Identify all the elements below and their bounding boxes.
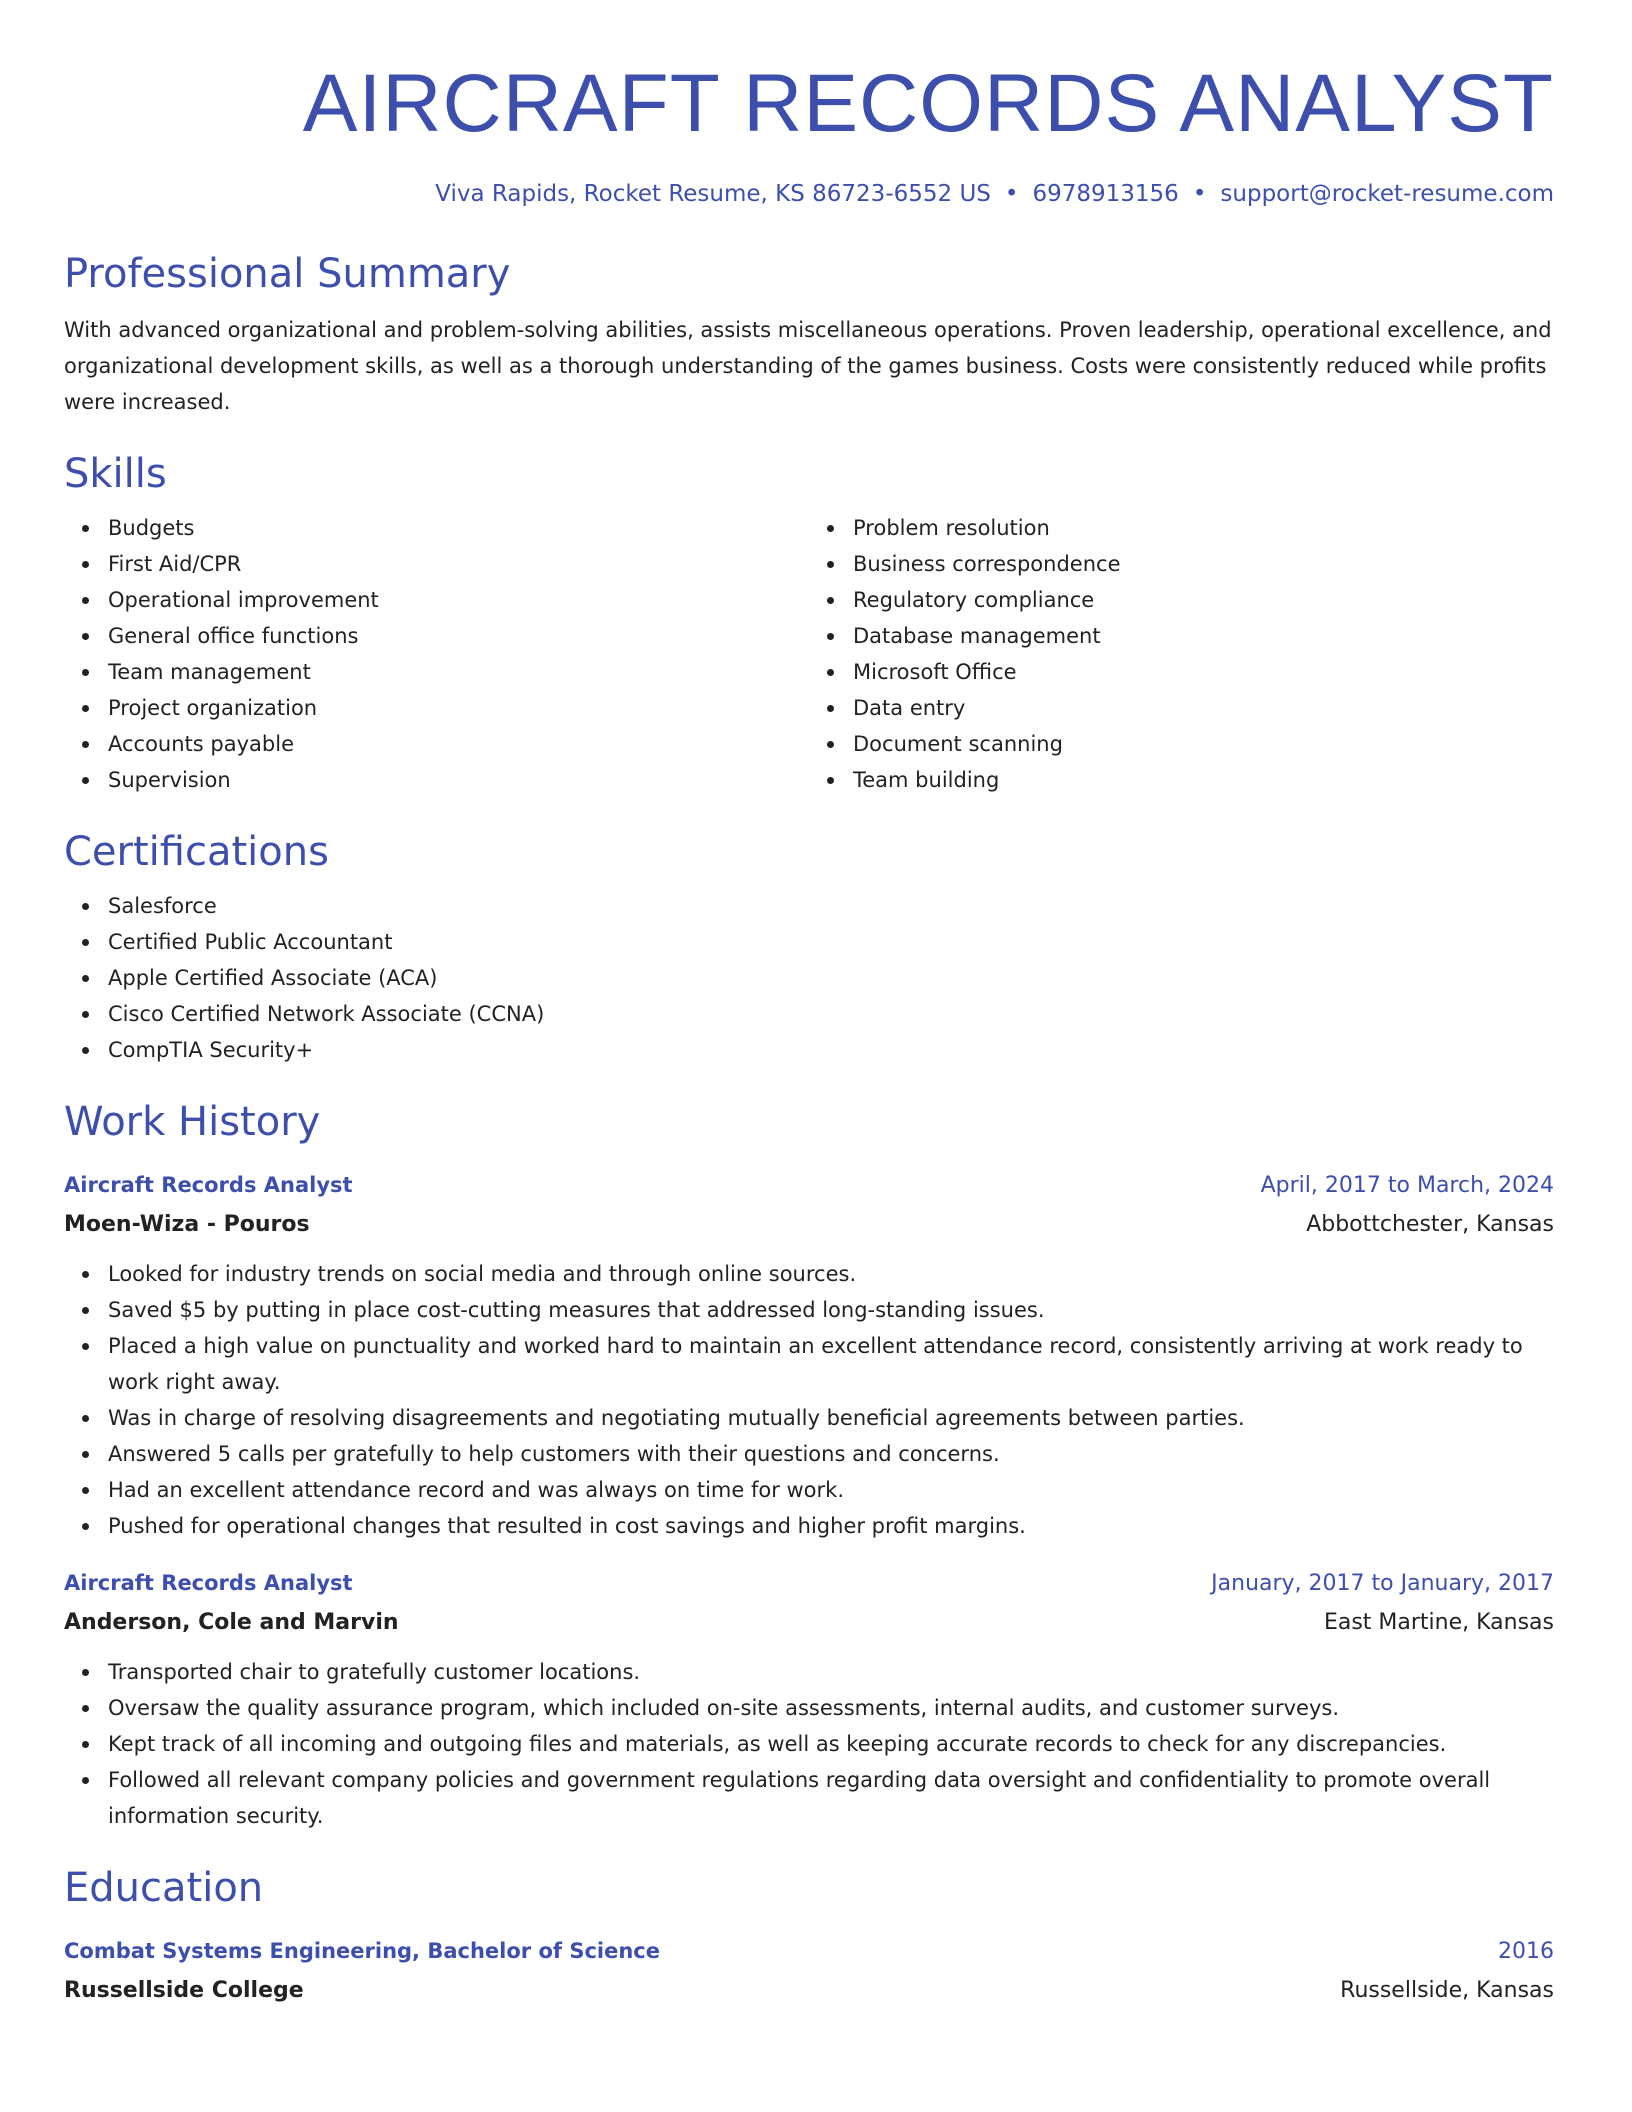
skill-item: Problem resolution (853, 510, 1554, 546)
contact-separator: • (1192, 181, 1207, 207)
job-title-row (64, 1166, 1554, 1205)
job-company: Moen-Wiza - Pouros (64, 1212, 310, 1237)
education-heading: Education (64, 1865, 264, 1911)
skill-item: First Aid/CPR (108, 546, 809, 582)
job-dates: April, 2017 to March, 2024 (1260, 1173, 1554, 1198)
job-bullet: Looked for industry trends on social media and through online sources. (108, 1256, 1554, 1292)
skill-item: Microsoft Office (853, 654, 1554, 690)
summary-text: With advanced organizational and problem-solving abilities, assists miscellaneous operations. Proven leadership, operational excellence, and organizational development skills, as well as a thorough understanding of the games business. Costs were consistently reduced while profits were increased. (64, 318, 1552, 414)
skill-item: Project organization (108, 690, 809, 726)
job-bullet: Saved $5 by putting in place cost-cutting measures that addressed long-standing issues. (108, 1292, 1554, 1328)
skill-item: General office functions (108, 618, 809, 654)
job-entry (64, 1564, 1554, 1834)
education-school: Russellside College (64, 1978, 304, 2003)
education-year: 2016 (1498, 1939, 1554, 1964)
skills-column-right (809, 510, 1554, 798)
job-title: Aircraft Records Analyst (64, 1173, 353, 1197)
job-bullet: Transported chair to gratefully customer locations. (108, 1654, 1554, 1690)
resume-name: AIRCRAFT RECORDS ANALYST (302, 58, 1554, 149)
skill-item: Operational improvement (108, 582, 809, 618)
skill-item: Data entry (853, 690, 1554, 726)
job-bullet: Pushed for operational changes that resulted in cost savings and higher profit margins. (108, 1508, 1554, 1544)
skill-item: Budgets (108, 510, 809, 546)
job-bullet: Placed a high value on punctuality and worked hard to maintain an excellent attendance record, consistently arriving at work ready to work right away. (108, 1328, 1554, 1400)
skill-item: Database management (853, 618, 1554, 654)
job-bullet: Had an excellent attendance record and was always on time for work. (108, 1472, 1554, 1508)
job-location: East Martine, Kansas (1323, 1610, 1554, 1635)
certifications-list (64, 888, 1554, 1068)
education-degree: Combat Systems Engineering, Bachelor of Science (64, 1939, 660, 1963)
job-company-row (64, 1603, 1554, 1642)
certification-item: Salesforce (108, 888, 1554, 924)
certifications-heading: Certifications (64, 829, 329, 875)
education-degree-row (64, 1932, 1554, 1971)
skills-list (64, 510, 1554, 798)
skills-heading: Skills (64, 451, 167, 497)
certification-item: Cisco Certified Network Associate (CCNA) (108, 996, 1554, 1032)
contact-address: Viva Rapids, Rocket Resume, KS 86723-6552 US (435, 181, 991, 207)
job-bullet: Followed all relevant company policies and government regulations regarding data oversight and confidentiality to promote overall information security. (108, 1762, 1554, 1834)
job-company: Anderson, Cole and Marvin (64, 1610, 399, 1635)
contact-line (64, 176, 1554, 212)
skill-item: Team management (108, 654, 809, 690)
job-bullets (64, 1256, 1554, 1544)
job-bullet: Answered 5 calls per gratefully to help customers with their questions and concerns. (108, 1436, 1554, 1472)
job-location: Abbottchester, Kansas (1306, 1212, 1554, 1237)
job-bullet: Oversaw the quality assurance program, which included on-site assessments, internal audits, and customer surveys. (108, 1690, 1554, 1726)
resume-page (64, 0, 1554, 2010)
skill-item: Team building (853, 762, 1554, 798)
job-dates: January, 2017 to January, 2017 (1211, 1571, 1554, 1596)
certification-item: CompTIA Security+ (108, 1032, 1554, 1068)
job-bullets (64, 1654, 1554, 1834)
job-company-row (64, 1205, 1554, 1244)
summary-heading: Professional Summary (64, 251, 511, 297)
work-history-heading: Work History (64, 1099, 321, 1145)
contact-email[interactable]: support@rocket-resume.com (1220, 181, 1554, 207)
skills-column-left (64, 510, 809, 798)
certification-item: Apple Certified Associate (ACA) (108, 960, 1554, 996)
job-entry (64, 1166, 1554, 1544)
skill-item: Business correspondence (853, 546, 1554, 582)
skill-item: Document scanning (853, 726, 1554, 762)
job-title-row (64, 1564, 1554, 1603)
education-location: Russellside, Kansas (1340, 1978, 1554, 2003)
skill-item: Regulatory compliance (853, 582, 1554, 618)
skill-item: Supervision (108, 762, 809, 798)
contact-phone[interactable]: 6978913156 (1032, 181, 1179, 207)
contact-separator: • (1004, 181, 1019, 207)
skill-item: Accounts payable (108, 726, 809, 762)
education-school-row (64, 1971, 1554, 2010)
education-entry (64, 1932, 1554, 2010)
job-title: Aircraft Records Analyst (64, 1571, 353, 1595)
job-bullet: Kept track of all incoming and outgoing files and materials, as well as keeping accurate records to check for any discrepancies. (108, 1726, 1554, 1762)
job-bullet: Was in charge of resolving disagreements and negotiating mutually beneficial agreements between parties. (108, 1400, 1554, 1436)
certification-item: Certified Public Accountant (108, 924, 1554, 960)
